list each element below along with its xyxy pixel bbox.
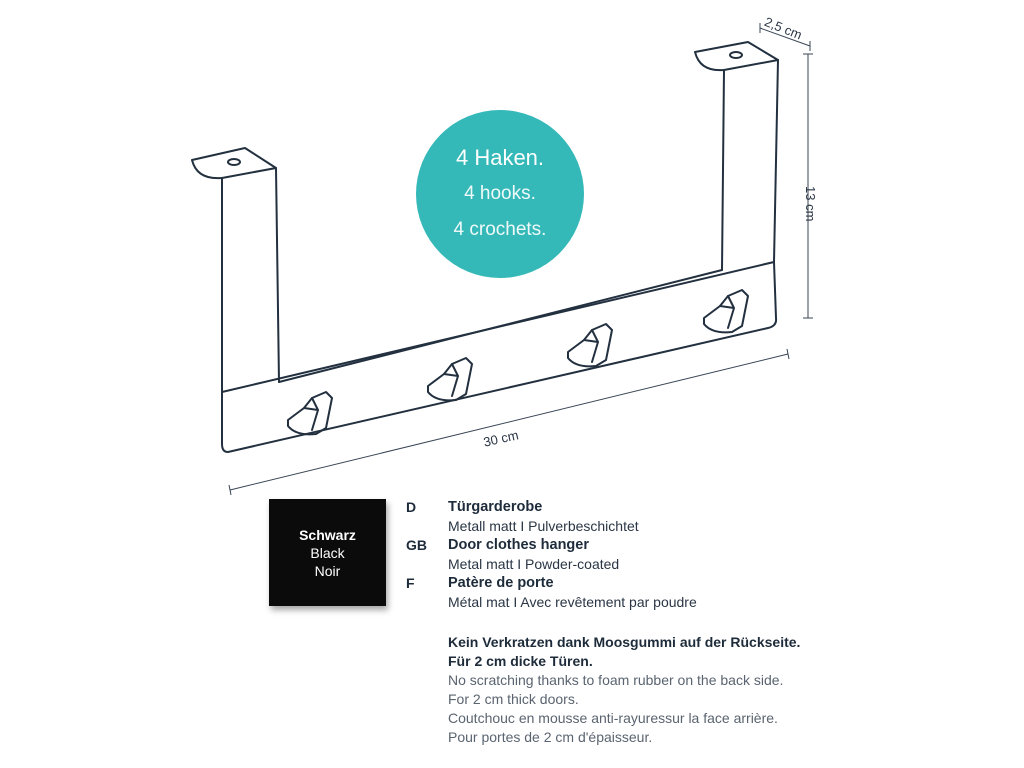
note-de-1: Kein Verkratzen dank Moosgummi auf der Rückseite. xyxy=(448,634,801,650)
left-door-flap xyxy=(192,148,276,178)
depth-label: 2,5 cm xyxy=(762,14,805,43)
note-en-1: No scratching thanks to foam rubber on the back side. xyxy=(448,672,784,688)
swatch-label-de: Schwarz xyxy=(299,526,356,543)
hook-2 xyxy=(428,358,472,400)
hook-bar xyxy=(222,262,776,452)
hook-1 xyxy=(288,392,332,434)
color-swatch xyxy=(269,499,386,606)
description-de xyxy=(406,498,826,536)
lang-code: D xyxy=(406,499,417,515)
left-arm xyxy=(222,168,279,392)
product-material: Metal matt I Powder-coated xyxy=(448,556,620,572)
note-fr-2: Pour portes de 2 cm d'épaisseur. xyxy=(448,729,653,745)
product-title: Door clothes hanger xyxy=(448,537,589,553)
left-screw-hole xyxy=(228,159,240,165)
note-de-2: Für 2 cm dicke Türen. xyxy=(448,653,593,669)
hook-3 xyxy=(568,324,612,366)
product-material: Métal mat I Avec revêtement par poudre xyxy=(448,594,697,610)
swatch-label-fr: Noir xyxy=(314,562,341,579)
hook-4 xyxy=(704,290,748,332)
swatch-label-en: Black xyxy=(310,544,345,561)
note-en-2: For 2 cm thick doors. xyxy=(448,691,579,707)
height-label: 13 cm xyxy=(803,186,818,222)
lang-code: GB xyxy=(406,537,427,553)
right-door-flap xyxy=(695,42,778,70)
product-title: Türgarderobe xyxy=(448,499,543,515)
product-material: Metall matt I Pulverbeschichtet xyxy=(448,518,639,534)
badge-line-de: 4 Haken. xyxy=(455,145,545,170)
right-screw-hole xyxy=(730,52,742,58)
description-fr xyxy=(406,574,826,612)
hooks-badge xyxy=(416,110,584,278)
note-fr-1: Coutchouc en mousse anti-rayuressur la face arrière. xyxy=(448,710,778,726)
product-descriptions xyxy=(406,498,826,612)
feature-notes xyxy=(448,633,928,747)
product-title: Patère de porte xyxy=(448,575,554,591)
right-arm xyxy=(722,60,778,270)
width-label: 30 cm xyxy=(482,427,520,450)
badge-line-en: 4 hooks. xyxy=(464,183,536,204)
lang-code: F xyxy=(406,575,415,591)
hook-bar-edge xyxy=(279,270,722,382)
badge-line-fr: 4 crochets. xyxy=(453,219,547,240)
description-gb xyxy=(406,536,826,574)
